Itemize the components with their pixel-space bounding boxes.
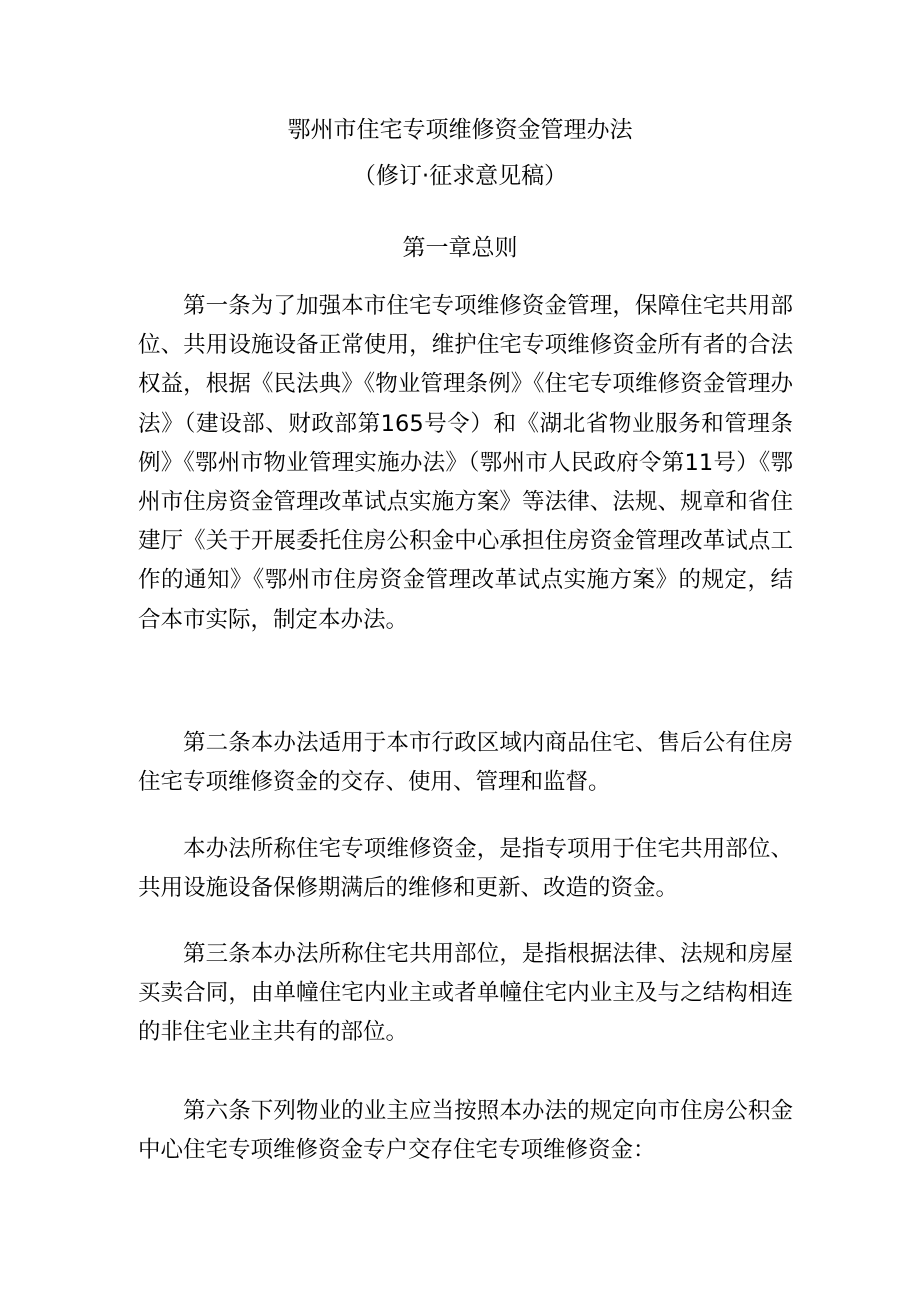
document-subtitle: （修订·征求意见稿） <box>352 163 568 189</box>
chapter-heading: 第一章总则 <box>402 235 518 261</box>
document-title: 鄂州市住宅专项维修资金管理办法 <box>287 117 633 143</box>
paragraph-article-3: 第三条本办法所称住宅共用部位，是指根据法律、法规和房屋买卖合同，由单幢住宅内业主或者单幢住宅内业主及与之结构相连的非住宅业主共有的部位。 <box>138 941 793 1046</box>
paragraph-definition: 本办法所称住宅专项维修资金，是指专项用于住宅共用部位、共用设施设备保修期满后的维修和更新、改造的资金。 <box>138 836 793 902</box>
paragraph-article-1: 第一条为了加强本市住宅专项维修资金管理，保障住宅共用部位、共用设施设备正常使用，维护住宅专项维修资金所有者的合法权益，根据《民法典》《物业管理条例》《住宅专项维修资金管理办法》（建设部、财政部第165号令）和《湖北省物业服务和管理条例》《鄂州市物业管理实施办法》（鄂州市人民政府令第11号）《鄂州市住房资金管理改革试点实施方案》等法律、法规、规章和省住建厅《关于开展委托住房公积金中心承担住房资金管理改革试点工作的通知》《鄂州市住房资金管理改革试点实施方案》的规定，结合本市实际，制定本办法。 <box>138 293 793 633</box>
paragraph-article-2: 第二条本办法适用于本市行政区域内商品住宅、售后公有住房住宅专项维修资金的交存、使用、管理和监督。 <box>138 730 793 796</box>
paragraph-article-6: 第六条下列物业的业主应当按照本办法的规定向市住房公积金中心住宅专项维修资金专户交存住宅专项维修资金： <box>138 1098 793 1164</box>
